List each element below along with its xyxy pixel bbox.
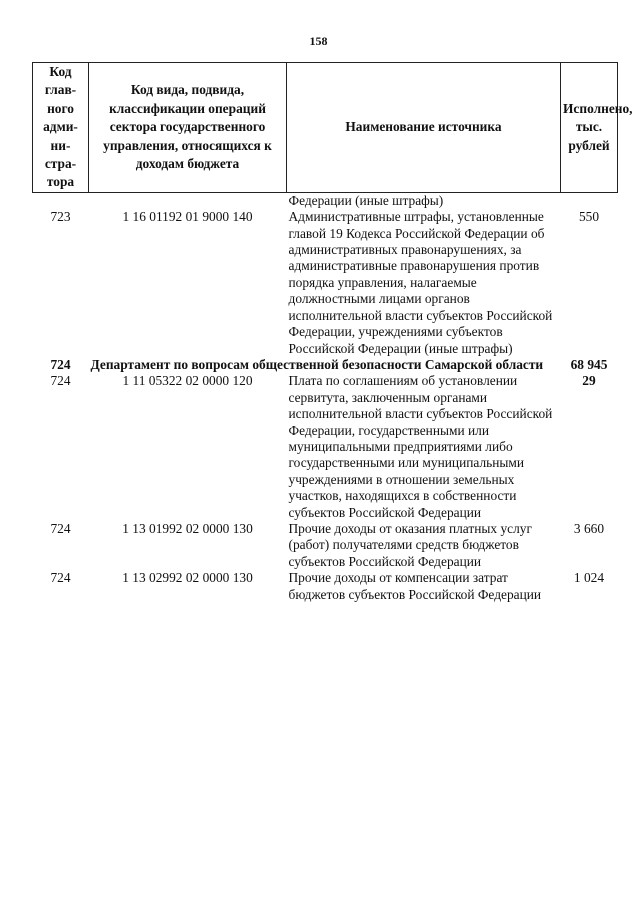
cell-value: 1 024: [573, 570, 605, 586]
cell-admin: 723: [50, 209, 71, 225]
cell-value: [561, 192, 618, 209]
cell-code: 1 16 01192 01 9000 140: [122, 209, 253, 225]
cell-value: 3 660: [573, 520, 605, 536]
header-classification-code: Код вида, подвида, классификации операций сектора государственного управления, относящихся к доходам бюджета: [89, 63, 287, 193]
cell-code: [89, 192, 287, 209]
header-executed: Исполнено, тыс. рублей: [561, 63, 618, 193]
table-row: [33, 570, 618, 603]
cell-code: 1 13 01992 02 0000 130: [122, 520, 253, 536]
cell-admin: [33, 192, 89, 209]
cell-name: Федерации (иные штрафы): [288, 192, 444, 208]
table-row: [33, 521, 618, 570]
page-number: 158: [309, 34, 328, 48]
cell-value: 550: [578, 209, 600, 225]
table-body: [33, 192, 618, 603]
table-row: [33, 373, 618, 521]
cell-admin: 724: [50, 570, 71, 586]
table-header: [33, 63, 633, 193]
cell-value: 29: [582, 373, 596, 389]
revenue-table: [32, 62, 633, 603]
cell-admin: 724: [50, 373, 71, 389]
cell-name: Прочие доходы от компенсации затрат бюджетов субъектов Российской Федерации: [288, 570, 542, 602]
table-row: [33, 209, 618, 357]
department-row: [33, 357, 618, 373]
header-admin-code: Код глав-ного адми-ни-стра-тора: [33, 63, 89, 193]
cell-code: 1 11 05322 02 0000 120: [122, 373, 253, 389]
table-row: [33, 192, 618, 209]
cell-name: Прочие доходы от оказания платных услуг (работ) получателями средств бюджетов субъектов Российской Федерации: [288, 520, 532, 569]
cell-name: Плата по соглашениям об установлении сервитута, заключенным органами исполнительной власти субъектов Российской Федерации, государственными или муниципальными предприятиями либо государственными или муниципальными учреждениями в отношении земельных участков, находящихся в собственности субъектов Российской Федерации: [288, 373, 553, 520]
cell-value: 68 945: [570, 356, 608, 372]
cell-name: Административные штрафы, установленные главой 19 Кодекса Российской Федерации об административных правонарушениях, за административные правонарушения против порядка управления, налагаемые должностными лицами органов исполнительной власти субъектов Российской Федерации, учреждениями субъектов Российской Федерации (иные штрафы): [288, 209, 553, 356]
cell-admin: 724: [50, 356, 71, 372]
cell-admin: 724: [50, 520, 71, 536]
cell-code: 1 13 02992 02 0000 130: [122, 570, 253, 586]
header-source-name: Наименование источника: [287, 63, 561, 193]
department-title: Департамент по вопросам общественной безопасности Самарской области: [90, 356, 544, 372]
